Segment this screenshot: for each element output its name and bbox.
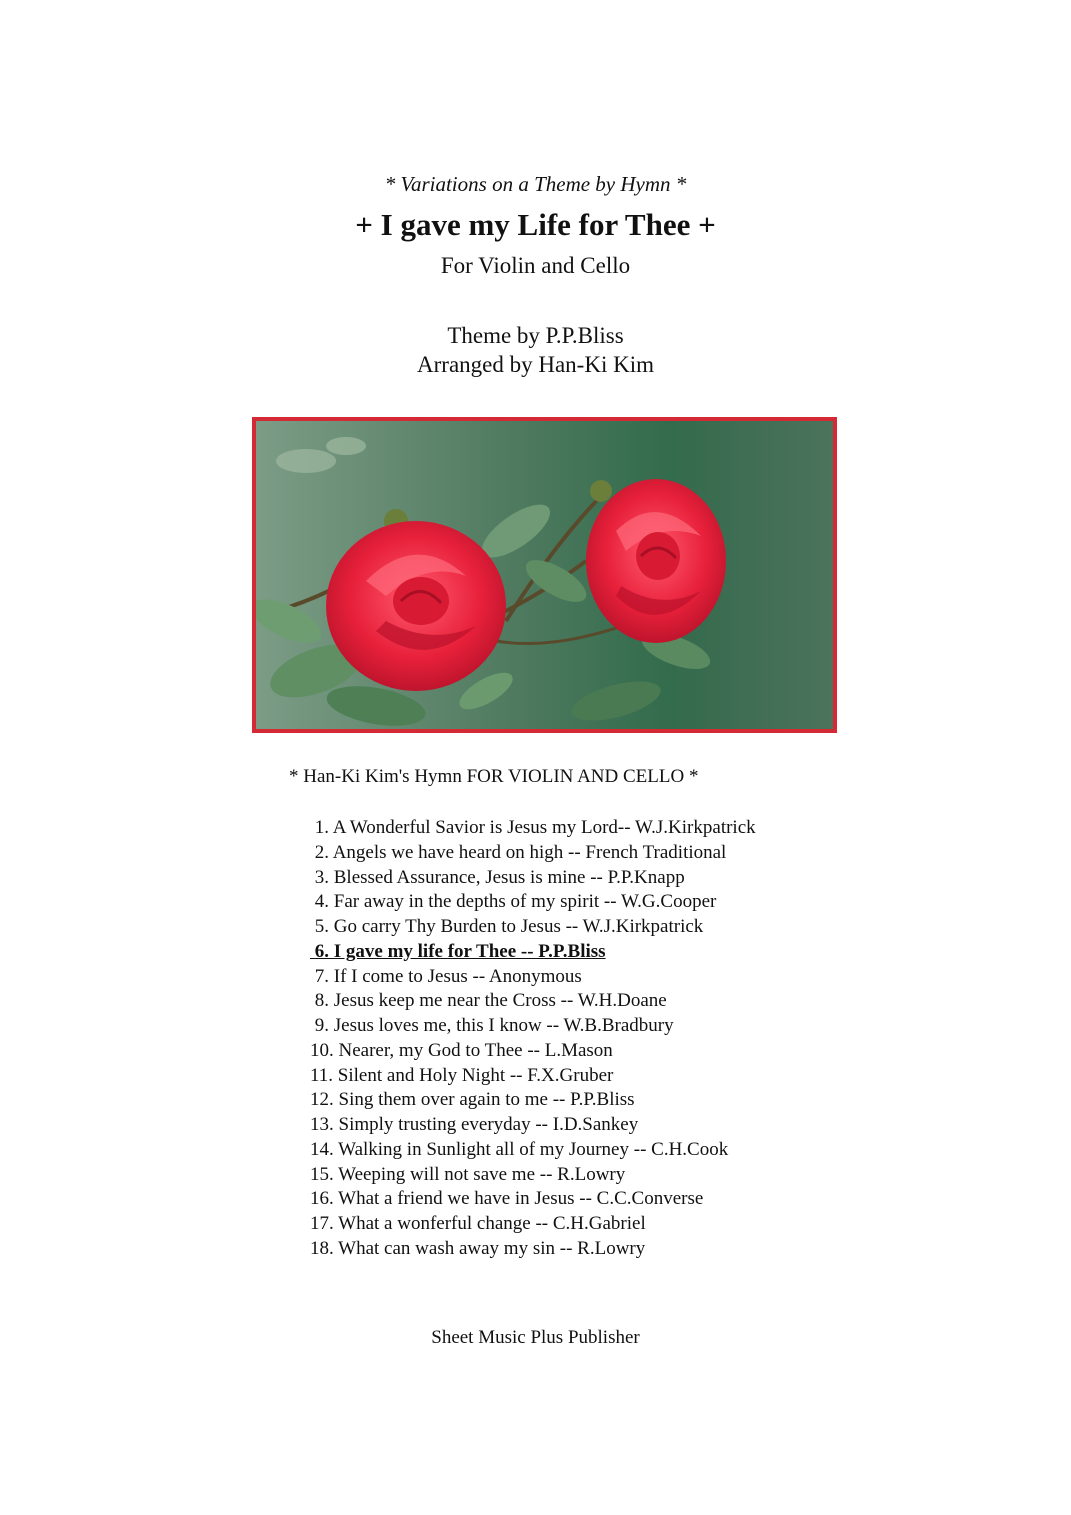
list-item: 16. What a friend we have in Jesus -- C.C.Converse (310, 1188, 704, 1210)
list-item: 7. If I come to Jesus -- Anonymous (310, 965, 582, 987)
list-item: 18. What can wash away my sin -- R.Lowry (310, 1237, 646, 1259)
list-item: 1. A Wonderful Savior is Jesus my Lord-- W.J.Kirkpatrick (310, 817, 756, 838)
list-item: 13. Simply trusting everyday -- I.D.Sankey (310, 1114, 639, 1135)
list-item: 10. Nearer, my God to Thee -- L.Mason (310, 1039, 613, 1061)
piece-title: + I gave my Life for Thee + (355, 207, 716, 242)
cover-photo (252, 417, 837, 733)
arranger-credit: Arranged by Han-Ki Kim (417, 352, 654, 377)
list-item: 11. Silent and Holy Night -- F.X.Gruber (310, 1064, 614, 1086)
list-item: 4. Far away in the depths of my spirit -- W.G.Cooper (310, 891, 717, 913)
list-item: 14. Walking in Sunlight all of my Journey -- C.H.Cook (310, 1138, 729, 1160)
list-item: 5. Go carry Thy Burden to Jesus -- W.J.Kirkpatrick (310, 916, 704, 937)
list-item: 12. Sing them over again to me -- P.P.Bliss (310, 1089, 635, 1111)
series-title: * Variations on a Theme by Hymn * (384, 172, 687, 196)
list-item: 2. Angels we have heard on high -- French Traditional (310, 841, 727, 863)
list-item: 17. What a wonferful change -- C.H.Gabriel (310, 1213, 646, 1234)
red-roses-illustration (256, 421, 833, 729)
list-item: 3. Blessed Assurance, Jesus is mine -- P.P.Knapp (310, 866, 685, 888)
list-item-current: 6. I gave my life for Thee -- P.P.Bliss (310, 940, 606, 962)
instrumentation: For Violin and Cello (440, 253, 631, 278)
hymn-list (310, 816, 756, 1262)
list-item: 8. Jesus keep me near the Cross -- W.H.Doane (310, 990, 667, 1012)
theme-credit: Theme by P.P.Bliss (447, 323, 624, 348)
list-item: 15. Weeping will not save me -- R.Lowry (310, 1163, 626, 1185)
rose-left (326, 521, 506, 691)
collection-heading: * Han-Ki Kim's Hymn FOR VIOLIN AND CELLO * (289, 766, 699, 787)
list-item: 9. Jesus loves me, this I know -- W.B.Bradbury (310, 1015, 674, 1036)
rose-right (586, 479, 726, 643)
publisher: Sheet Music Plus Publisher (431, 1327, 640, 1348)
